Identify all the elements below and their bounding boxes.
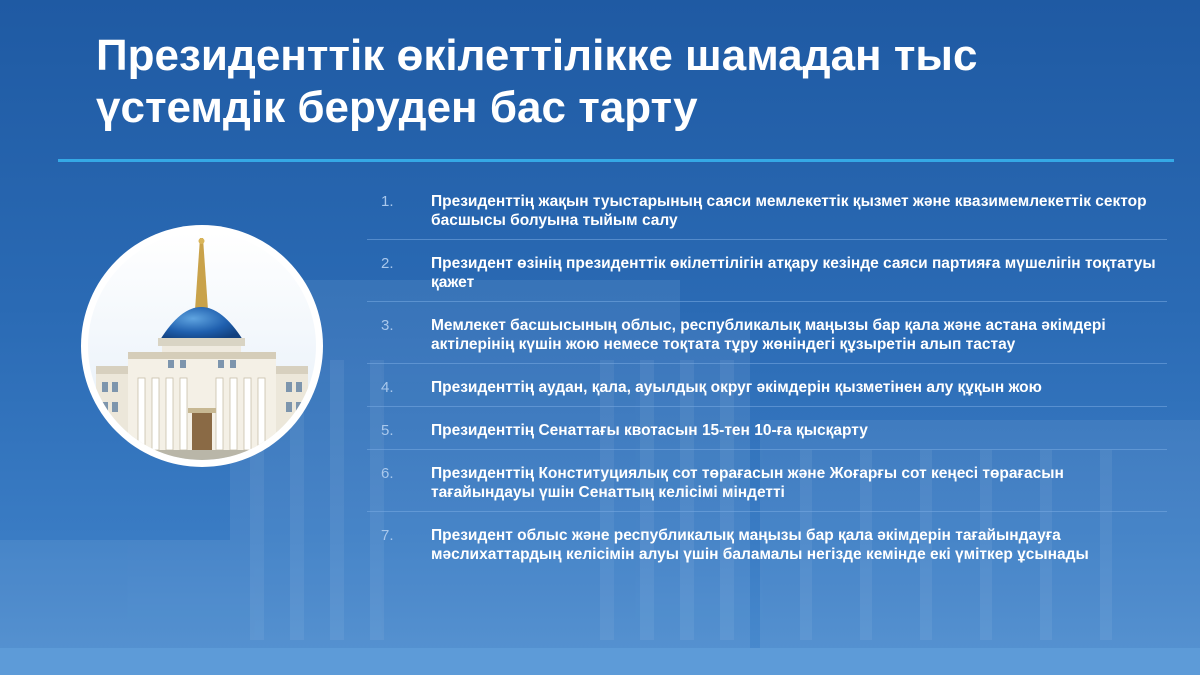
item-number: 3. [381, 317, 394, 334]
item-text: Мемлекет басшысының облыс, республикалық маңызы бар қала және астана әкімдері актілерінің күшін жою немесе тоқтата тұру жөніндегі құзыретін алып тастау [431, 317, 1106, 353]
list-item [367, 417, 1167, 450]
item-text: Президенттің жақын туыстарының саяси мемлекеттік қызмет және квазимемлекеттік сектор басшысы болуына тыйым салу [431, 193, 1147, 229]
page-title [96, 30, 1156, 134]
measures-list [367, 188, 1167, 583]
item-number: 5. [381, 422, 394, 439]
item-number: 6. [381, 465, 394, 482]
item-number: 4. [381, 379, 394, 396]
title-divider [58, 159, 1174, 162]
title-line-1: Президенттік өкілеттілікке шамадан тыс [96, 31, 978, 80]
list-item [367, 250, 1167, 302]
list-item [367, 460, 1167, 512]
building-photo-frame [81, 225, 323, 467]
list-item [367, 522, 1167, 573]
item-text: Президенттің Конституциялық сот төрағасын және Жоғарғы сот кеңесі төрағасын тағайындауы үшін Сенаттың келісімі міндетті [431, 465, 1064, 501]
item-text: Президенттің аудан, қала, ауылдық округ әкімдерін қызметінен алу құқын жою [431, 379, 1042, 396]
item-text: Президенттің Сенаттағы квотасын 15-тен 10-ға қысқарту [431, 422, 868, 439]
item-text: Президент өзінің президенттік өкілеттілігін атқару кезінде саяси партияға мүшелігін тоқтатуы қажет [431, 255, 1156, 291]
title-line-2: үстемдік беруден бас тарту [96, 83, 698, 132]
list-item [367, 312, 1167, 364]
akorda-building-icon [88, 232, 316, 460]
item-number: 1. [381, 193, 394, 210]
item-text: Президент облыс және республикалық маңызы бар қала әкімдерін тағайындауға мәслихаттардың келісімін алуы үшін баламалы негізде кемінде екі үміткер ұсынады [431, 527, 1089, 563]
item-number: 7. [381, 527, 394, 544]
item-number: 2. [381, 255, 394, 272]
list-item [367, 188, 1167, 240]
bottom-band [0, 648, 1200, 675]
list-item [367, 374, 1167, 407]
